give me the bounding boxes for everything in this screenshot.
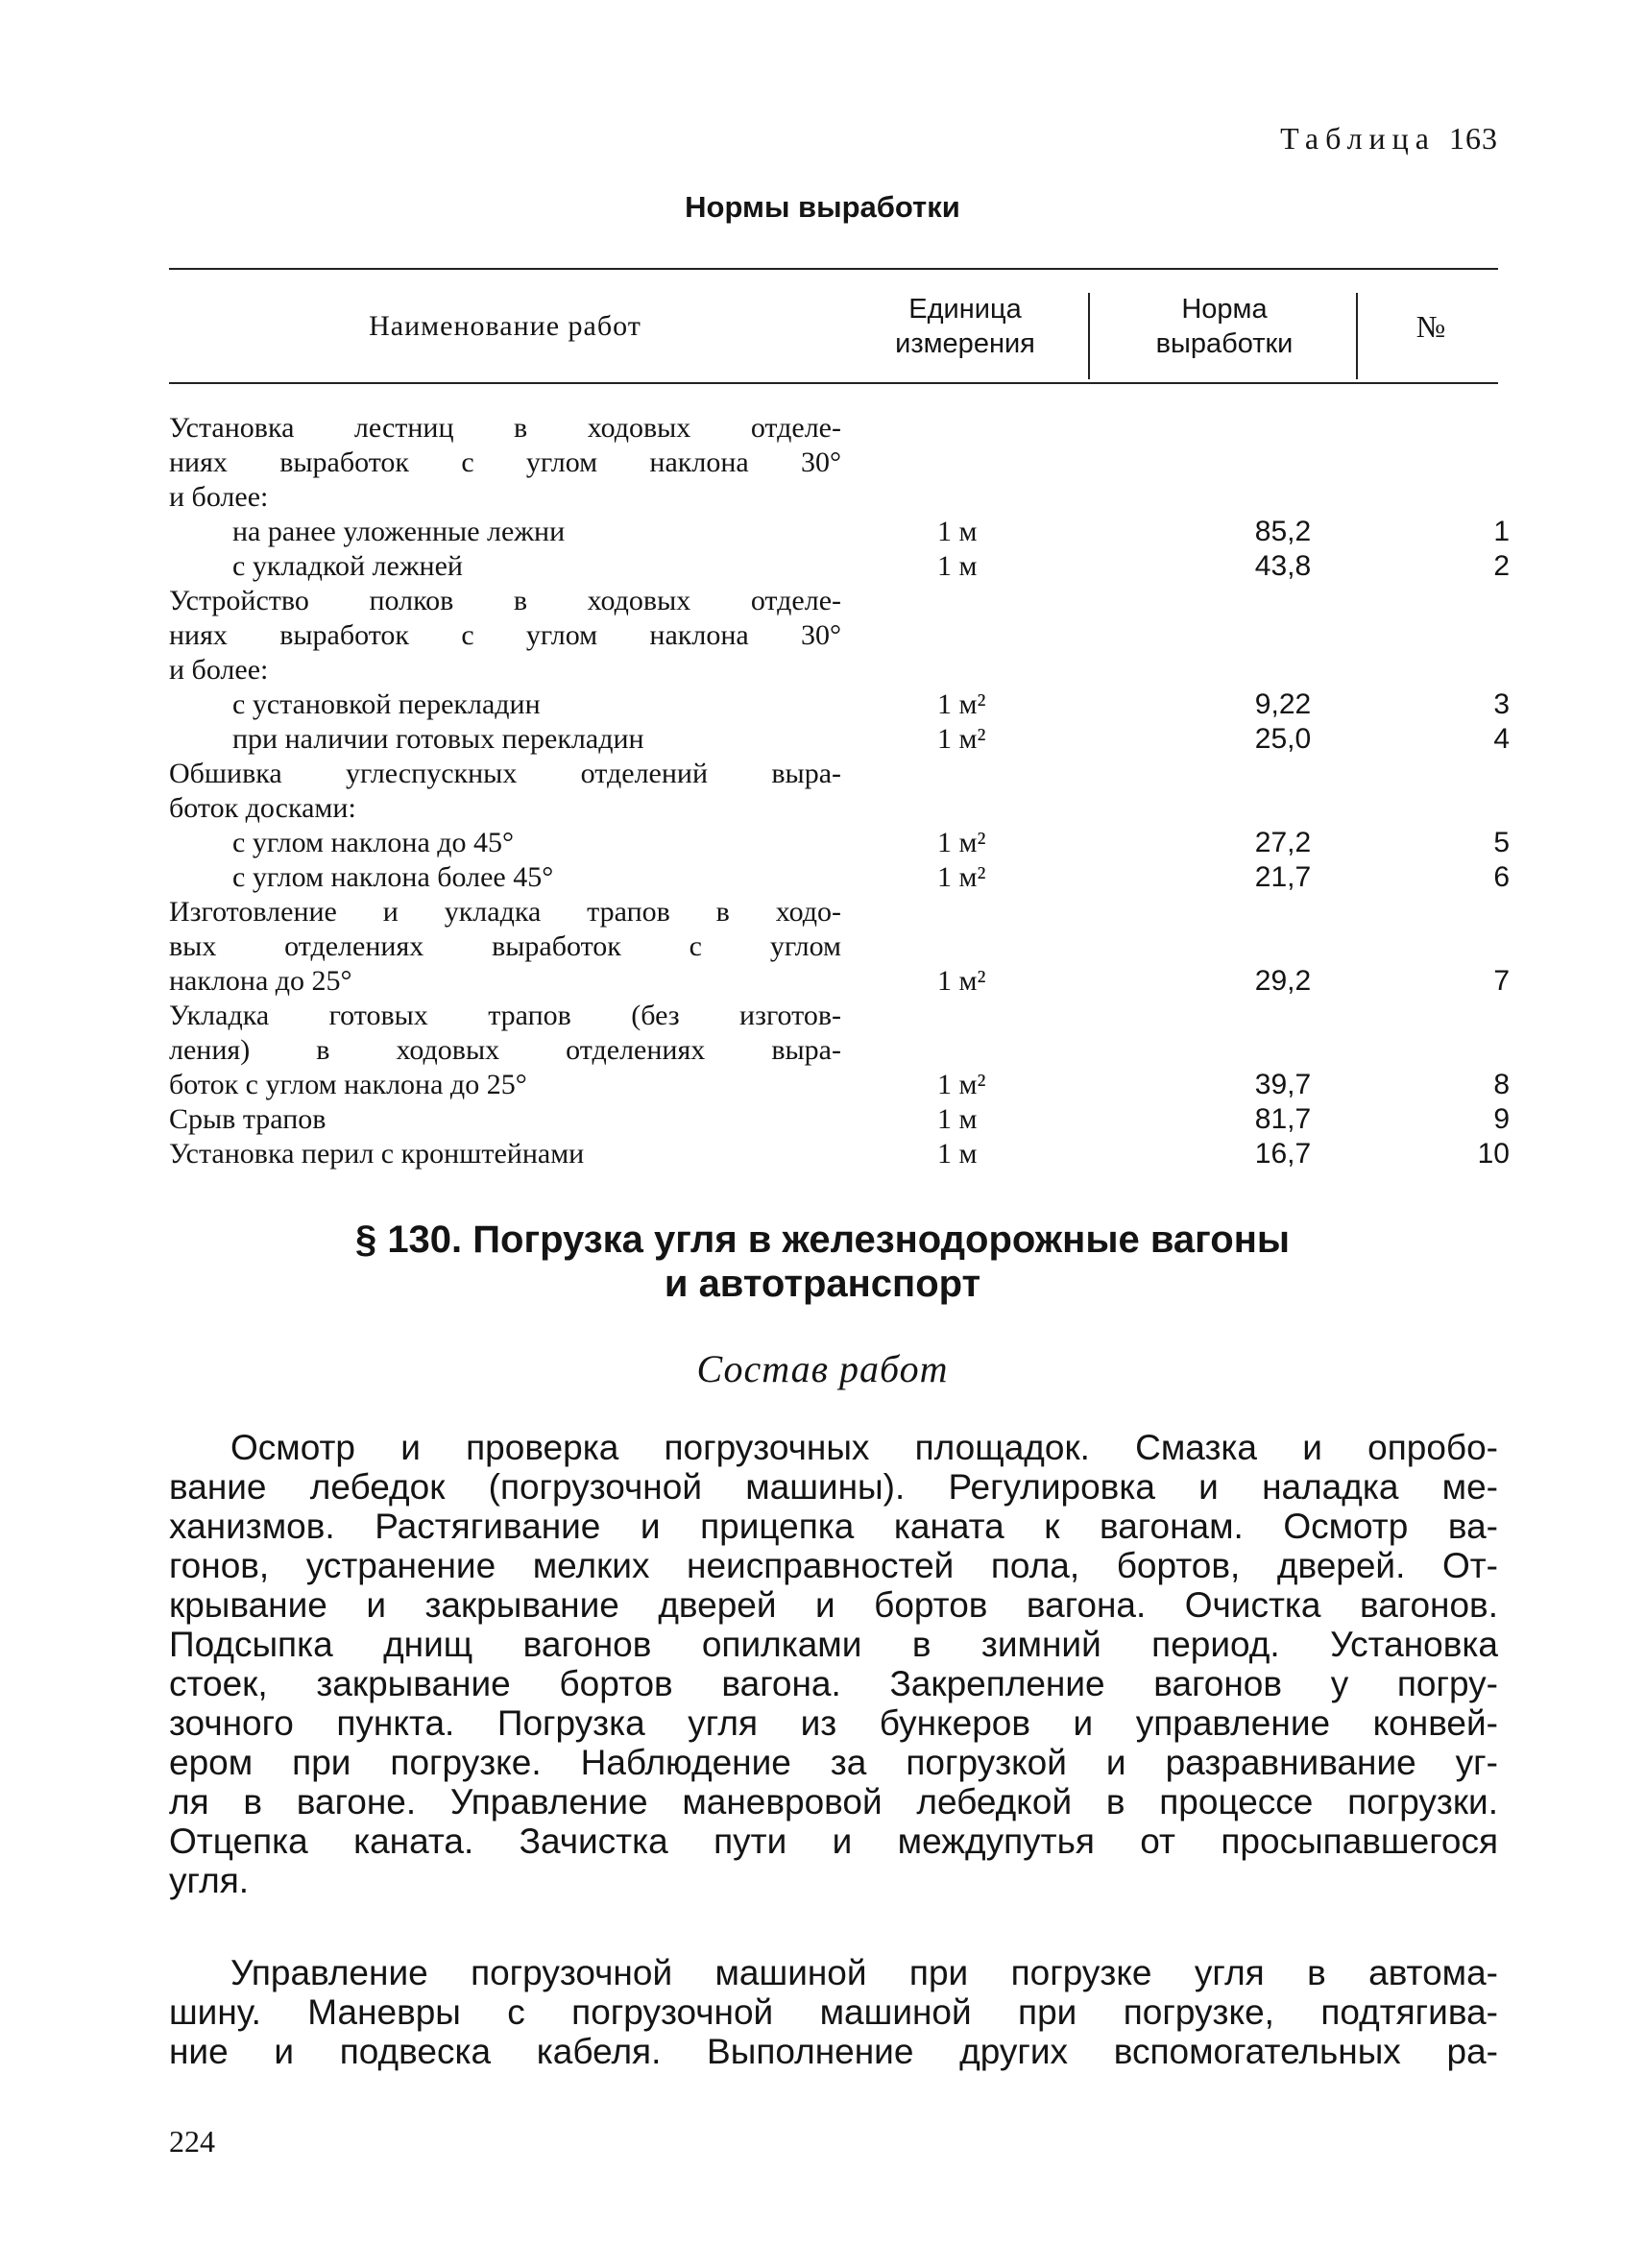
table-title: Нормы выработки	[685, 190, 960, 224]
table-row	[169, 688, 1510, 722]
table-row	[169, 1137, 1510, 1171]
work-name: Установка лестниц в ходовых отделе-	[169, 412, 841, 444]
work-name: ления) в ходовых отделениях выра-	[169, 1034, 841, 1066]
norm-cell: 16,7	[1254, 1138, 1312, 1170]
work-name: с укладкой лежней	[232, 550, 463, 582]
text-line: зочного пункта. Погрузка угля из бункеров и управление конвей-	[169, 1703, 1498, 1743]
number-cell: 9	[1493, 1103, 1510, 1135]
section-title-line1: § 130. Погрузка угля в железнодорожные вагоны	[354, 1218, 1291, 1261]
table-label	[1056, 121, 1498, 157]
section-title	[0, 1218, 1645, 1306]
number-cell: 4	[1493, 723, 1510, 755]
work-name: боток досками:	[169, 792, 356, 824]
table-row	[169, 929, 1498, 964]
work-name: ниях выработок с углом наклона 30°	[169, 619, 841, 651]
text-line: ханизмов. Растягивание и прицепка каната к вагонам. Осмотр ва-	[169, 1507, 1498, 1546]
table-row	[169, 446, 1498, 480]
unit-cell: 1 м	[937, 1138, 978, 1170]
work-name: при наличии готовых перекладин	[232, 723, 644, 755]
unit-cell: 1 м²	[937, 723, 986, 755]
column-header-name-text: Наименование работ	[369, 310, 641, 342]
table-row	[169, 757, 1498, 791]
work-name: Устройство полков в ходовых отделе-	[169, 585, 841, 616]
work-name: с углом наклона более 45°	[232, 861, 554, 893]
work-name: Срыв трапов	[169, 1103, 327, 1135]
norm-cell: 21,7	[1254, 861, 1312, 893]
section-title-line2: и автотранспорт	[664, 1263, 981, 1305]
column-header-name	[169, 288, 841, 365]
unit-cell: 1 м²	[937, 827, 986, 858]
table-row	[169, 618, 1498, 653]
table-row	[169, 653, 1498, 688]
work-name: ниях выработок с углом наклона 30°	[169, 446, 841, 478]
work-name: вых отделениях выработок с углом	[169, 930, 841, 962]
column-header-norm-line2: выработки	[1155, 328, 1294, 359]
table-top-rule	[169, 268, 1498, 270]
table-row	[169, 1102, 1510, 1137]
column-header-unit-line2: измерения	[895, 328, 1035, 359]
work-name: Обшивка углеспускных отделений выра-	[169, 758, 841, 789]
unit-cell: 1 м²	[937, 965, 986, 997]
text-line: крывание и закрывание дверей и бортов вагона. Очистка вагонов.	[169, 1585, 1498, 1625]
table-row	[169, 999, 1498, 1033]
text-line: Подсыпка днищ вагонов опилками в зимний период. Установка	[169, 1625, 1498, 1664]
norm-cell: 81,7	[1254, 1103, 1312, 1135]
norm-cell: 27,2	[1254, 827, 1312, 858]
text-line: стоек, закрывание бортов вагона. Закрепление вагонов у погру-	[169, 1664, 1498, 1703]
table-row	[169, 480, 1498, 515]
text-line: ние и подвеска кабеля. Выполнение других вспомогательных ра-	[169, 2032, 1498, 2071]
table-word: Таблица	[1280, 121, 1436, 156]
number-cell: 2	[1493, 550, 1510, 582]
table-header-rule	[169, 382, 1498, 384]
table-row	[169, 584, 1498, 618]
table-row	[169, 1033, 1498, 1068]
work-name: боток с углом наклона до 25°	[169, 1069, 527, 1100]
work-name: и более:	[169, 481, 269, 513]
text-line: гонов, устранение мелких неисправностей пола, бортов, дверей. От-	[169, 1546, 1498, 1585]
norm-cell: 43,8	[1254, 550, 1312, 582]
table-number: 163	[1449, 121, 1498, 156]
column-header-unit	[845, 288, 1085, 365]
table-row	[169, 860, 1510, 895]
work-name: с установкой перекладин	[232, 688, 541, 720]
text-line: вание лебедок (погрузочной машины). Регулировка и наладка ме-	[169, 1467, 1498, 1507]
text-line: угля.	[169, 1861, 250, 1900]
text-line: шину. Маневры с погрузочной машиной при погрузке, подтягива-	[169, 1992, 1498, 2032]
work-name: Установка перил с кронштейнами	[169, 1138, 585, 1170]
work-name: с углом наклона до 45°	[232, 827, 515, 858]
number-cell: 6	[1493, 861, 1510, 893]
column-header-norm-line1: Норма	[1181, 294, 1268, 325]
paragraph	[169, 1428, 1498, 1900]
column-header-norm	[1095, 288, 1354, 365]
text-line: Осмотр и проверка погрузочных площадок. Смазка и опробо-	[230, 1428, 1498, 1467]
table-row	[169, 791, 1498, 826]
number-cell: 1	[1493, 516, 1510, 547]
unit-cell: 1 м²	[937, 1069, 986, 1100]
column-divider	[1088, 293, 1090, 379]
unit-cell: 1 м	[937, 516, 978, 547]
norm-cell: 29,2	[1254, 965, 1312, 997]
table-row	[169, 549, 1510, 584]
number-cell: 8	[1493, 1069, 1510, 1100]
work-name: на ранее уложенные лежни	[232, 516, 566, 547]
page-number: 224	[169, 2124, 215, 2159]
text-line: Управление погрузочной машиной при погрузке угля в автома-	[230, 1953, 1498, 1992]
norm-cell: 9,22	[1254, 688, 1312, 720]
table-row	[169, 895, 1498, 929]
norm-cell: 85,2	[1254, 516, 1312, 547]
unit-cell: 1 м	[937, 1103, 978, 1135]
paragraph	[169, 1953, 1498, 2071]
work-name: Изготовление и укладка трапов в ходо-	[169, 896, 841, 928]
number-cell: 10	[1477, 1138, 1510, 1170]
table-row	[169, 964, 1510, 999]
table-row	[169, 411, 1498, 446]
number-cell: 5	[1493, 827, 1510, 858]
unit-cell: 1 м	[937, 550, 978, 582]
table-row	[169, 1068, 1510, 1102]
table-row	[169, 515, 1510, 549]
column-header-number-text: №	[1415, 309, 1446, 344]
number-cell: 7	[1493, 965, 1510, 997]
column-header-unit-line1: Единица	[908, 294, 1022, 325]
norm-cell: 39,7	[1254, 1069, 1312, 1100]
work-name: и более:	[169, 654, 269, 686]
table-row	[169, 826, 1510, 860]
number-cell: 3	[1493, 688, 1510, 720]
column-divider	[1356, 293, 1358, 379]
unit-cell: 1 м²	[937, 688, 986, 720]
norm-cell: 25,0	[1254, 723, 1312, 755]
unit-cell: 1 м²	[937, 861, 986, 893]
text-line: Отцепка каната. Зачистка пути и междупутья от просыпавшегося	[169, 1822, 1498, 1861]
text-line: ером при погрузке. Наблюдение за погрузкой и разравнивание уг-	[169, 1743, 1498, 1782]
text-line: ля в вагоне. Управление маневровой лебедкой в процессе погрузки.	[169, 1782, 1498, 1822]
work-name: наклона до 25°	[169, 965, 352, 997]
table-row	[169, 722, 1510, 757]
column-header-number	[1364, 288, 1498, 365]
subheading: Состав работ	[696, 1347, 949, 1390]
work-name: Укладка готовых трапов (без изготов-	[169, 1000, 841, 1031]
